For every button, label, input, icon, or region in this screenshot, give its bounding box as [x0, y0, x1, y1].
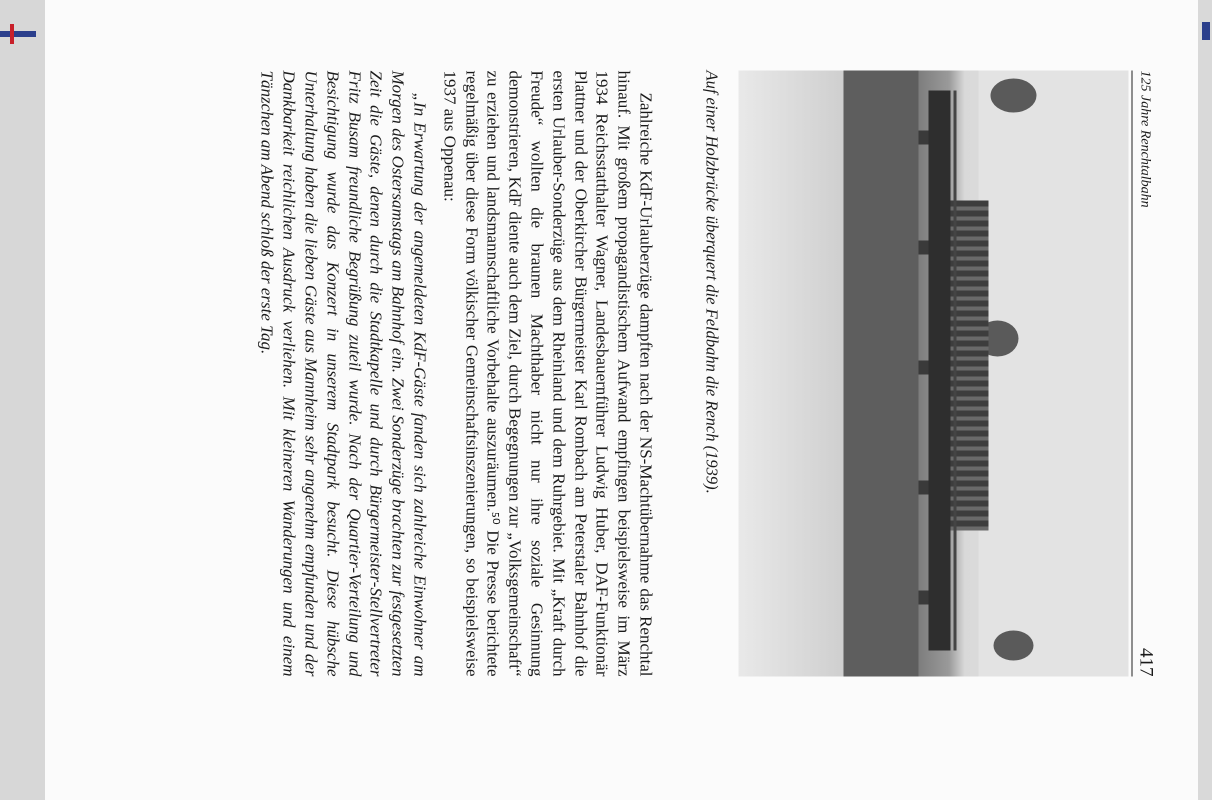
photo-sky	[978, 70, 1128, 676]
photo-tree	[990, 78, 1036, 112]
book-page	[45, 0, 1198, 800]
bridge-photograph	[738, 70, 1128, 676]
scan-margin-left	[0, 0, 45, 800]
photo-wooden-bridge	[928, 90, 950, 650]
page-header	[1131, 70, 1158, 676]
scan-calibration-mark-right	[1202, 22, 1210, 40]
photo-river	[738, 70, 843, 676]
photo-tree	[993, 630, 1033, 660]
rotated-page-content	[45, 0, 1198, 800]
running-title: 125 Jahre Renchtalbahn	[1137, 70, 1152, 208]
photo-embankment	[838, 70, 918, 676]
page-number: 417	[1135, 647, 1156, 676]
quote-paragraph: „In Erwartung der angemeldeten KdF-Gäste fanden sich zahlreiche Einwohner am Morgen des Ostersamstags am Bahnhof ein. Zwei Sonderzüge brachten zur festgesetzten Zeit die Gäste, denen durch die Stadtkapelle und durch Bürgermeister-Stellvertreter Fritz Busam freundliche Begrüßung zuteil wurde. Nach der Quartier-Verteilung und Besichtigung wurde das Konzert in unserem Stadtpark besucht. Diese hübsche Unterhaltung haben die lieben Gäste aus Mannheim sehr angenehm empfunden und der Dankbarkeit reichlichen Ausdruck verliehen. Mit kleineren Wanderungen und einem Tänzchen am Abend schloß der erste Tag.	[257, 70, 430, 676]
scan-calibration-mark	[0, 24, 36, 44]
body-text	[256, 70, 656, 676]
photo-bridge-railing	[953, 90, 956, 650]
scan-margin-right	[1198, 0, 1212, 800]
paragraph: Zahlreiche KdF-Urlauberzüge dampften nach der NS-Machtübernahme das Renchtal hinauf. Mit großem propagandistischem Aufwand empfingen beispielsweise im März 1934 Reichsstatthalter Wagner, Landesbauernführer Ludwig Huber, DAF-Funktionär Plattner und der Oberkircher Bürgermeister Karl Rombach am Peterstaler Bahnhof die ersten Urlauber-Sonderzüge aus dem Rheinland und dem Ruhrgebiet. Mit „Kraft durch Freude“ wollten die braunen Machthaber nicht nur ihre soziale Gesinnung demonstrieren, KdF diente auch dem Ziel, durch Begegnungen zur „Volksgemeinschaft“ zu erziehen und landsmannschaftliche Vorbehalte auszuräumen.⁵⁰ Die Presse berichtete regelmäßig über diese Form völkischer Gemeinschaftsinszenierungen, so beispielsweise 1937 aus Oppenau:	[439, 70, 655, 676]
figure-caption: Auf einer Holzbrücke überquert die Feldbahn die Rench (1939).	[702, 70, 721, 494]
